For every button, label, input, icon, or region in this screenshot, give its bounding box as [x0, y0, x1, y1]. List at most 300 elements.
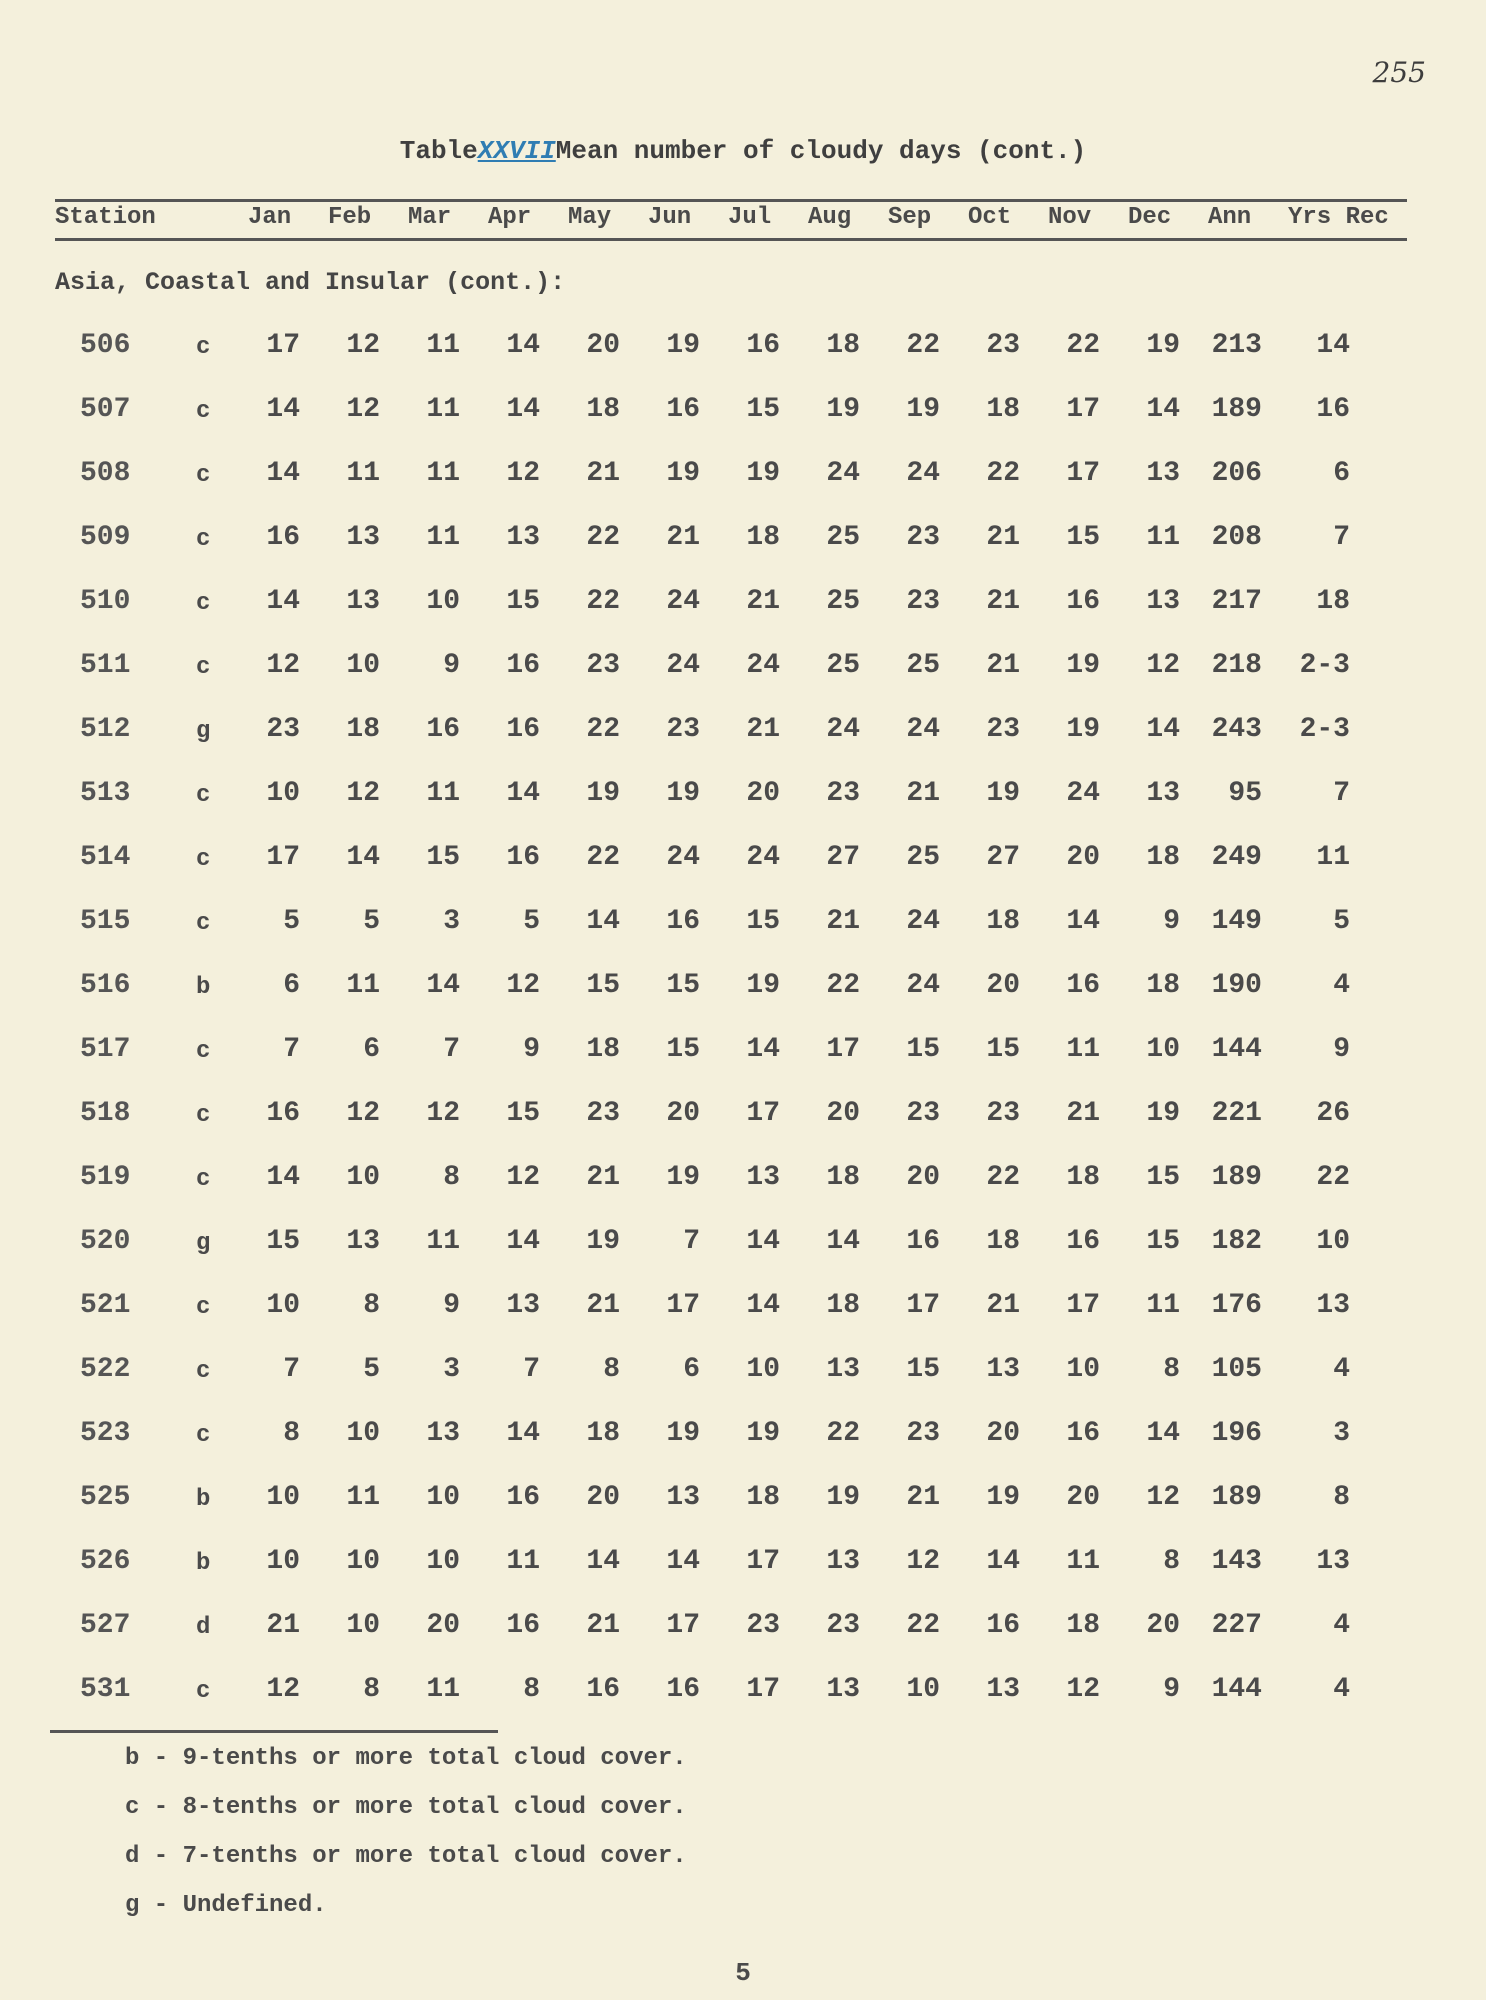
month-value: 16	[906, 1226, 940, 1257]
month-value: 20	[1146, 1610, 1180, 1641]
month-value: 16	[666, 906, 700, 937]
month-value: 18	[986, 394, 1020, 425]
month-value: 7	[283, 1034, 300, 1065]
month-value: 13	[346, 522, 380, 553]
month-value: 22	[826, 1418, 860, 1449]
month-value: 21	[586, 1610, 620, 1641]
month-value: 22	[586, 842, 620, 873]
section-label: Asia, Coastal and Insular (cont.):	[55, 268, 566, 297]
month-value: 13	[826, 1674, 860, 1705]
month-value: 19	[666, 330, 700, 361]
month-value: 11	[1066, 1546, 1100, 1577]
month-value: 9	[1163, 1674, 1180, 1705]
table-number-handwritten: XXVII	[477, 136, 556, 166]
table-row	[0, 1600, 1486, 1664]
month-value: 19	[1146, 330, 1180, 361]
table-row	[0, 768, 1486, 832]
title-prefix: Table	[399, 136, 478, 166]
month-value: 21	[586, 1162, 620, 1193]
table-row	[0, 320, 1486, 384]
month-value: 7	[683, 1226, 700, 1257]
month-value: 25	[826, 522, 860, 553]
annual-value: 213	[1211, 330, 1262, 361]
month-value: 24	[666, 842, 700, 873]
month-value: 13	[1146, 778, 1180, 809]
annual-value: 182	[1211, 1226, 1262, 1257]
month-value: 14	[1066, 906, 1100, 937]
month-value: 13	[346, 586, 380, 617]
month-value: 10	[266, 1482, 300, 1513]
month-value: 16	[746, 330, 780, 361]
annual-value: 217	[1211, 586, 1262, 617]
month-value: 17	[666, 1290, 700, 1321]
month-value: 14	[266, 586, 300, 617]
table-row	[0, 896, 1486, 960]
month-value: 21	[906, 1482, 940, 1513]
cloud-class: d	[196, 1614, 211, 1641]
month-value: 16	[666, 394, 700, 425]
month-value: 14	[346, 842, 380, 873]
month-value: 21	[986, 522, 1020, 553]
month-value: 23	[826, 778, 860, 809]
cloud-class: c	[196, 782, 211, 809]
month-value: 21	[986, 586, 1020, 617]
month-value: 11	[426, 1674, 460, 1705]
footnotes	[125, 1734, 687, 1930]
cloud-class: c	[196, 334, 211, 361]
month-value: 20	[586, 1482, 620, 1513]
month-value: 10	[426, 586, 460, 617]
month-value: 19	[1066, 650, 1100, 681]
header-month: Nov	[1048, 204, 1092, 231]
month-value: 19	[586, 778, 620, 809]
month-value: 16	[986, 1610, 1020, 1641]
years-recorded-value: 2-3	[1299, 650, 1350, 681]
footnote: d - 7-tenths or more total cloud cover.	[125, 1843, 687, 1870]
station-id: 515	[80, 906, 131, 937]
month-value: 16	[1066, 1226, 1100, 1257]
table-row	[0, 704, 1486, 768]
month-value: 19	[666, 778, 700, 809]
month-value: 22	[586, 522, 620, 553]
month-value: 19	[666, 1418, 700, 1449]
cloud-class: c	[196, 398, 211, 425]
month-value: 20	[986, 970, 1020, 1001]
month-value: 18	[746, 522, 780, 553]
header-month: Sep	[888, 204, 932, 231]
month-value: 18	[826, 1290, 860, 1321]
annual-value: 221	[1211, 1098, 1262, 1129]
station-id: 525	[80, 1482, 131, 1513]
month-value: 20	[986, 1418, 1020, 1449]
month-value: 14	[426, 970, 460, 1001]
cloud-class: b	[196, 974, 211, 1001]
month-value: 11	[346, 1482, 380, 1513]
month-value: 3	[443, 906, 460, 937]
month-value: 10	[266, 1290, 300, 1321]
month-value: 12	[1146, 650, 1180, 681]
month-value: 14	[826, 1226, 860, 1257]
station-id: 514	[80, 842, 131, 873]
month-value: 14	[1146, 1418, 1180, 1449]
station-id: 510	[80, 586, 131, 617]
cloud-class: b	[196, 1550, 211, 1577]
month-value: 8	[603, 1354, 620, 1385]
header-month: Jul	[728, 204, 772, 231]
month-value: 24	[666, 650, 700, 681]
month-value: 17	[746, 1546, 780, 1577]
table-row	[0, 448, 1486, 512]
cloud-class: c	[196, 1038, 211, 1065]
month-value: 21	[826, 906, 860, 937]
header-top-rule	[55, 199, 1407, 202]
month-value: 21	[906, 778, 940, 809]
month-value: 7	[523, 1354, 540, 1385]
month-value: 23	[266, 714, 300, 745]
annual-value: 189	[1211, 394, 1262, 425]
month-value: 6	[283, 970, 300, 1001]
month-value: 21	[266, 1610, 300, 1641]
years-recorded-value: 14	[1316, 330, 1350, 361]
month-value: 20	[666, 1098, 700, 1129]
station-id: 527	[80, 1610, 131, 1641]
month-value: 11	[346, 458, 380, 489]
month-value: 10	[426, 1482, 460, 1513]
month-value: 8	[363, 1674, 380, 1705]
month-value: 15	[1066, 522, 1100, 553]
years-recorded-value: 16	[1316, 394, 1350, 425]
month-value: 23	[906, 1098, 940, 1129]
years-recorded-value: 4	[1333, 1674, 1350, 1705]
month-value: 12	[346, 1098, 380, 1129]
month-value: 13	[986, 1354, 1020, 1385]
month-value: 15	[586, 970, 620, 1001]
month-value: 12	[506, 970, 540, 1001]
month-value: 10	[346, 1162, 380, 1193]
annual-value: 144	[1211, 1034, 1262, 1065]
month-value: 5	[363, 1354, 380, 1385]
cloud-class: b	[196, 1486, 211, 1513]
month-value: 12	[506, 1162, 540, 1193]
table-row	[0, 384, 1486, 448]
month-value: 18	[346, 714, 380, 745]
month-value: 10	[746, 1354, 780, 1385]
station-id: 518	[80, 1098, 131, 1129]
years-recorded-value: 13	[1316, 1546, 1350, 1577]
years-recorded-value: 4	[1333, 1610, 1350, 1641]
month-value: 19	[826, 394, 860, 425]
month-value: 16	[1066, 586, 1100, 617]
month-value: 17	[266, 330, 300, 361]
month-value: 12	[426, 1098, 460, 1129]
years-recorded-value: 4	[1333, 1354, 1350, 1385]
month-value: 15	[506, 1098, 540, 1129]
month-value: 19	[666, 458, 700, 489]
month-value: 13	[826, 1354, 860, 1385]
month-value: 24	[1066, 778, 1100, 809]
month-value: 10	[266, 1546, 300, 1577]
month-value: 13	[346, 1226, 380, 1257]
month-value: 19	[746, 970, 780, 1001]
footnote: c - 8-tenths or more total cloud cover.	[125, 1794, 687, 1821]
month-value: 13	[1146, 586, 1180, 617]
month-value: 20	[746, 778, 780, 809]
years-recorded-value: 26	[1316, 1098, 1350, 1129]
annual-value: 208	[1211, 522, 1262, 553]
month-value: 24	[906, 714, 940, 745]
header-month: Jan	[248, 204, 292, 231]
month-value: 17	[746, 1674, 780, 1705]
annual-value: 143	[1211, 1546, 1262, 1577]
month-value: 8	[443, 1162, 460, 1193]
month-value: 24	[746, 842, 780, 873]
month-value: 5	[283, 906, 300, 937]
month-value: 8	[1163, 1546, 1180, 1577]
month-value: 25	[906, 842, 940, 873]
month-value: 15	[266, 1226, 300, 1257]
month-value: 14	[506, 330, 540, 361]
month-value: 19	[746, 458, 780, 489]
table-row	[0, 1664, 1486, 1728]
month-value: 10	[906, 1674, 940, 1705]
month-value: 21	[586, 1290, 620, 1321]
month-value: 22	[1066, 330, 1100, 361]
month-value: 11	[426, 1226, 460, 1257]
table-row	[0, 1472, 1486, 1536]
month-value: 18	[1066, 1610, 1100, 1641]
month-value: 16	[666, 1674, 700, 1705]
month-value: 13	[1146, 458, 1180, 489]
header-month: Jun	[648, 204, 692, 231]
month-value: 24	[826, 714, 860, 745]
cloud-class: c	[196, 462, 211, 489]
header-station: Station	[55, 204, 156, 231]
month-value: 16	[1066, 1418, 1100, 1449]
month-value: 6	[363, 1034, 380, 1065]
month-value: 17	[746, 1098, 780, 1129]
header-month: Feb	[328, 204, 372, 231]
month-value: 14	[666, 1546, 700, 1577]
month-value: 10	[346, 1418, 380, 1449]
month-value: 12	[266, 650, 300, 681]
month-value: 20	[586, 330, 620, 361]
month-value: 15	[906, 1034, 940, 1065]
month-value: 12	[906, 1546, 940, 1577]
month-value: 10	[346, 1610, 380, 1641]
footnote: b - 9-tenths or more total cloud cover.	[125, 1745, 687, 1772]
header-month: Dec	[1128, 204, 1172, 231]
month-value: 23	[906, 522, 940, 553]
annual-value: 189	[1211, 1482, 1262, 1513]
footnote: g - Undefined.	[125, 1892, 327, 1919]
table-row	[0, 1152, 1486, 1216]
month-value: 23	[666, 714, 700, 745]
station-id: 516	[80, 970, 131, 1001]
month-value: 23	[586, 1098, 620, 1129]
table-row	[0, 576, 1486, 640]
month-value: 17	[906, 1290, 940, 1321]
month-value: 16	[266, 522, 300, 553]
month-value: 12	[1066, 1674, 1100, 1705]
month-value: 17	[1066, 458, 1100, 489]
month-value: 18	[746, 1482, 780, 1513]
title-text: Mean number of cloudy days (cont.)	[555, 136, 1087, 166]
month-value: 23	[986, 714, 1020, 745]
station-id: 507	[80, 394, 131, 425]
table-row	[0, 1408, 1486, 1472]
cloud-class: c	[196, 910, 211, 937]
month-value: 8	[363, 1290, 380, 1321]
month-value: 16	[1066, 970, 1100, 1001]
annual-value: 227	[1211, 1610, 1262, 1641]
month-value: 27	[826, 842, 860, 873]
station-id: 523	[80, 1418, 131, 1449]
month-value: 14	[506, 394, 540, 425]
month-value: 11	[426, 458, 460, 489]
month-value: 20	[1066, 1482, 1100, 1513]
table-row	[0, 1536, 1486, 1600]
years-recorded-value: 2-3	[1299, 714, 1350, 745]
cloud-class: g	[196, 1230, 211, 1257]
month-value: 22	[986, 458, 1020, 489]
station-id: 506	[80, 330, 131, 361]
month-value: 13	[826, 1546, 860, 1577]
month-value: 11	[426, 330, 460, 361]
annual-value: 176	[1211, 1290, 1262, 1321]
month-value: 18	[1066, 1162, 1100, 1193]
month-value: 6	[683, 1354, 700, 1385]
month-value: 18	[826, 330, 860, 361]
month-value: 25	[826, 650, 860, 681]
month-value: 12	[346, 330, 380, 361]
years-recorded-value: 3	[1333, 1418, 1350, 1449]
month-value: 21	[986, 650, 1020, 681]
header-month: May	[568, 204, 612, 231]
month-value: 11	[346, 970, 380, 1001]
month-value: 16	[506, 1610, 540, 1641]
month-value: 14	[746, 1290, 780, 1321]
month-value: 16	[506, 842, 540, 873]
month-value: 19	[1146, 1098, 1180, 1129]
month-value: 19	[986, 778, 1020, 809]
header-annual: Ann	[1208, 204, 1252, 231]
table-row	[0, 1344, 1486, 1408]
table-row	[0, 1024, 1486, 1088]
month-value: 22	[906, 1610, 940, 1641]
month-value: 19	[746, 1418, 780, 1449]
month-value: 8	[283, 1418, 300, 1449]
month-value: 25	[826, 586, 860, 617]
header-bottom-rule	[55, 238, 1407, 241]
month-value: 22	[586, 586, 620, 617]
month-value: 19	[826, 1482, 860, 1513]
station-id: 531	[80, 1674, 131, 1705]
month-value: 16	[426, 714, 460, 745]
month-value: 15	[986, 1034, 1020, 1065]
month-value: 14	[266, 1162, 300, 1193]
month-value: 23	[586, 650, 620, 681]
month-value: 18	[1146, 842, 1180, 873]
month-value: 23	[986, 1098, 1020, 1129]
station-id: 522	[80, 1354, 131, 1385]
month-value: 3	[443, 1354, 460, 1385]
month-value: 10	[266, 778, 300, 809]
years-recorded-value: 7	[1333, 522, 1350, 553]
month-value: 20	[826, 1098, 860, 1129]
month-value: 14	[986, 1546, 1020, 1577]
table-row	[0, 832, 1486, 896]
month-value: 16	[586, 1674, 620, 1705]
month-value: 11	[1066, 1034, 1100, 1065]
annual-value: 206	[1211, 458, 1262, 489]
table-row	[0, 1216, 1486, 1280]
month-value: 22	[586, 714, 620, 745]
years-recorded-value: 13	[1316, 1290, 1350, 1321]
month-value: 7	[443, 1034, 460, 1065]
month-value: 10	[1146, 1034, 1180, 1065]
month-value: 15	[1146, 1162, 1180, 1193]
month-value: 18	[986, 1226, 1020, 1257]
month-value: 14	[266, 394, 300, 425]
month-value: 13	[506, 1290, 540, 1321]
month-value: 27	[986, 842, 1020, 873]
cloud-class: c	[196, 1422, 211, 1449]
annual-value: 189	[1211, 1162, 1262, 1193]
annual-value: 218	[1211, 650, 1262, 681]
month-value: 11	[426, 522, 460, 553]
month-value: 21	[666, 522, 700, 553]
station-id: 526	[80, 1546, 131, 1577]
years-recorded-value: 18	[1316, 586, 1350, 617]
month-value: 18	[1146, 970, 1180, 1001]
month-value: 18	[826, 1162, 860, 1193]
header-month: Oct	[968, 204, 1012, 231]
month-value: 9	[443, 650, 460, 681]
years-recorded-value: 6	[1333, 458, 1350, 489]
years-recorded-value: 4	[1333, 970, 1350, 1001]
month-value: 18	[986, 906, 1020, 937]
month-value: 8	[1163, 1354, 1180, 1385]
month-value: 13	[746, 1162, 780, 1193]
month-value: 20	[1066, 842, 1100, 873]
station-id: 511	[80, 650, 131, 681]
month-value: 12	[346, 778, 380, 809]
month-value: 13	[666, 1482, 700, 1513]
month-value: 14	[506, 1418, 540, 1449]
annual-value: 95	[1228, 778, 1262, 809]
month-value: 23	[826, 1610, 860, 1641]
month-value: 18	[586, 394, 620, 425]
cloud-class: c	[196, 1358, 211, 1385]
month-value: 19	[986, 1482, 1020, 1513]
month-value: 11	[426, 394, 460, 425]
station-id: 508	[80, 458, 131, 489]
station-id: 520	[80, 1226, 131, 1257]
month-value: 13	[986, 1674, 1020, 1705]
cloud-class: c	[196, 526, 211, 553]
month-value: 15	[666, 970, 700, 1001]
column-header-row	[55, 204, 1407, 240]
month-value: 18	[586, 1418, 620, 1449]
years-recorded-value: 5	[1333, 906, 1350, 937]
table-row	[0, 1280, 1486, 1344]
annual-value: 249	[1211, 842, 1262, 873]
month-value: 17	[826, 1034, 860, 1065]
annual-value: 243	[1211, 714, 1262, 745]
table-row	[0, 1088, 1486, 1152]
month-value: 14	[1146, 394, 1180, 425]
month-value: 16	[506, 650, 540, 681]
